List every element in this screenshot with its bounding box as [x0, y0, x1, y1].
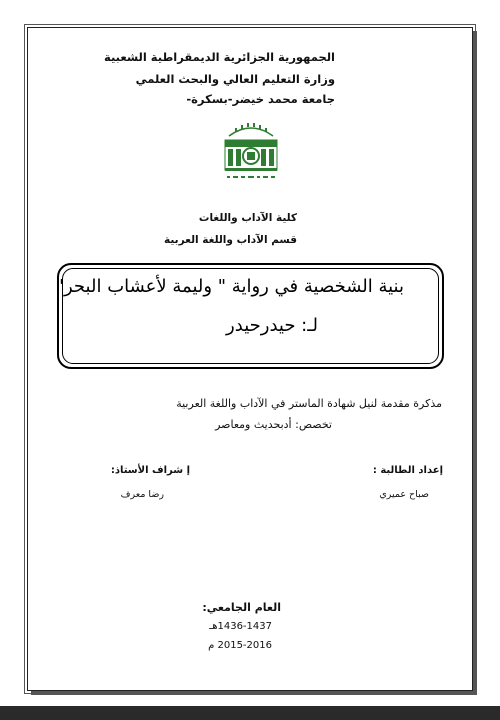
page-shadow-right [473, 31, 477, 695]
academic-year-label: العام الجامعي: [202, 601, 281, 614]
republic-heading: الجمهورية الجزائرية الديمقراطية الشعبية [103, 50, 335, 64]
supervisor-name: رضا معرف [120, 489, 164, 500]
viewer-bottom-strip [0, 706, 500, 720]
thesis-title: بنية الشخصية في رواية " وليمة لأعشاب البحر" [55, 276, 404, 297]
hijri-year: 1436-1437هـ [209, 621, 272, 632]
supervisor-label: إ شراف الأستاذ: [110, 465, 190, 476]
page-shadow-bottom [31, 691, 477, 695]
student-name: صباح عميري [379, 489, 429, 500]
gregorian-year: 2015-2016 م [208, 640, 272, 651]
prepared-by-label: إعداد الطالبة : [372, 465, 443, 476]
faculty-name: كلية الآداب واللغات [198, 212, 297, 224]
ministry-heading: وزارة التعليم العالي والبحث العلمي [135, 72, 335, 86]
department-name: قسم الآداب واللغة العربية [164, 234, 297, 246]
thesis-author: لـ: حيدرحيدر [226, 315, 318, 336]
memo-description: مذكرة مقدمة لنيل شهادة الماستر في الآداب واللغة العربية [176, 397, 442, 410]
title-box [57, 263, 444, 369]
university-heading: جامعة محمد خيضر-بسكرة- [186, 92, 335, 106]
university-seal-icon [215, 118, 287, 190]
specialty-line: تخصص: أدبحديث ومعاصر [215, 418, 332, 431]
